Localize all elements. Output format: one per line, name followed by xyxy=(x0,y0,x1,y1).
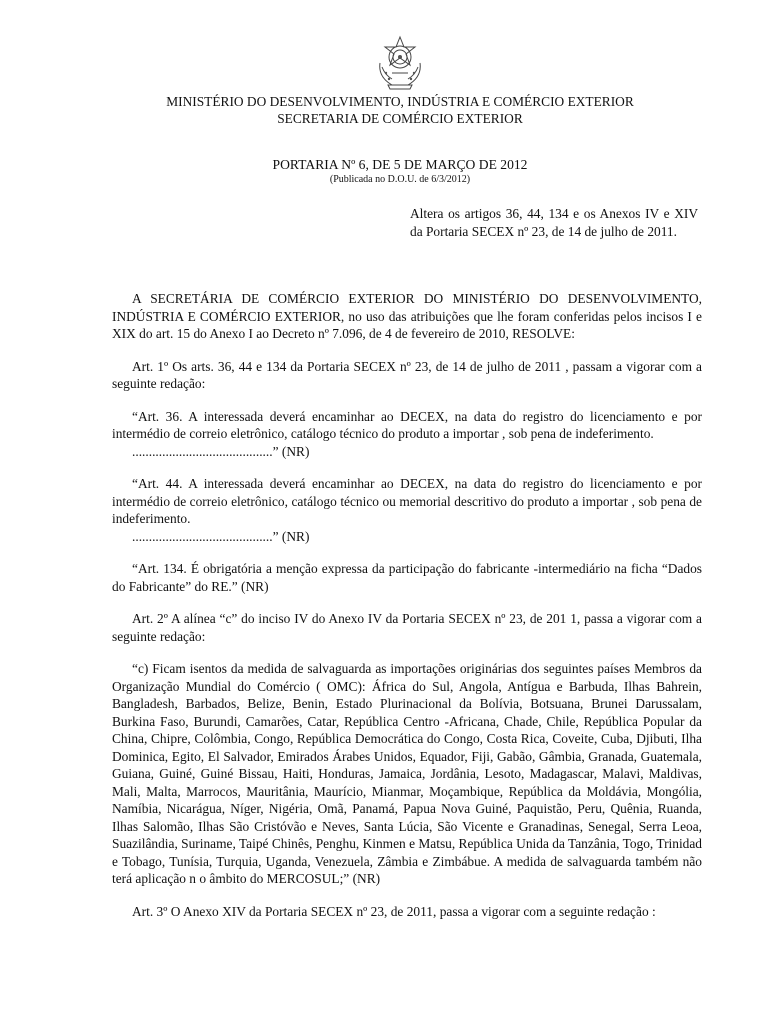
alinea-c-text: “c) Ficam isentos da medida de salvaguarda as importações originárias dos seguintes países Membros da Organização Mundial do Comércio ( OMC): África do Sul, Angola, Antígua e Barbuda, Ilhas Bahrein, Bangladesh, Barbados, Belize, Benin, Estado Plurinacional da Bolívia, Botsuana, Brunei Darussalam, Burkina Faso, Burundi, Camarões, Catar, República Centro -Africana, Chade, Chile, República Popular da China, Chipre, Colômbia, Congo, República Democrática do Congo, Costa Rica, Coveite, Cuba, Djibuti, Ilha Dominica, Egito, El Salvador, Emirados Árabes Unidos, Equador, Fiji, Gabão, Gâmbia, Granada, Guatemala, Guiana, Guiné, Guiné Bissau, Haiti, Honduras, Jamaica, Jordânia, Lesoto, Madagascar, Malavi, Maldivas, Mali, Malta, Marrocos, Mauritânia, Maurício, Mianmar, Moçambique, República da Moldávia, Mongólia, Namíbia, Nicarágua, Níger, Nigéria, Omã, Panamá, Papua Nova Guiné, Paquistão, Peru, Quênia, Ruanda, Ilhas Salomão, Ilhas São Cristóvão e Neves, Santa Lúcia, São Vicente e Granadinas, Senegal, Serra Leoa, Suazilândia, Suriname, Taipé Chinês, Penghu, Kinmen e Matsu, República Unida da Tanzânia, Togo, Trinidad e Tobago, Tunísia, Turquia, Uganda, Venezuela, Zâmbia e Zimbábue. A medida de salvaguarda também não terá aplicação n o âmbito do MERCOSUL;” (NR) xyxy=(112,661,702,886)
secretariat-name: SECRETARIA DE COMÉRCIO EXTERIOR xyxy=(277,111,523,126)
preamble: A SECRETÁRIA DE COMÉRCIO EXTERIOR DO MINISTÉRIO DO DESENVOLVIMENTO, INDÚSTRIA E COMÉRCIO EXTERIOR, no uso das atribuições que lhe foram conferidas pelos incisos I e XIX do art. 15 do Anexo I ao Decreto nº 7.096, de 4 de fevereiro de 2010, RESOLVE: xyxy=(112,291,702,341)
document-title: PORTARIA Nº 6, DE 5 DE MARÇO DE 2012 xyxy=(272,157,528,172)
article-36-text: “Art. 36. A interessada deverá encaminhar ao DECEX, na data do registro do licenciamento e por intermédio de correio eletrônico, catálogo técnico do produto a importar , sob pena de indeferimento. xyxy=(112,408,702,441)
ministry-name: MINISTÉRIO DO DESENVOLVIMENTO, INDÚSTRIA E COMÉRCIO EXTERIOR xyxy=(166,94,634,109)
article-134-text: “Art. 134. É obrigatória a menção expressa da participação do fabricante -intermediário na ficha “Dados do Fabricante” do RE.” (NR) xyxy=(112,561,702,594)
letterhead xyxy=(100,93,700,127)
article-44-text: “Art. 44. A interessada deverá encaminhar ao DECEX, na data do registro do licenciamento e por intermédio de correio eletrônico, catálogo técnico ou memorial descritivo do produto a importar , sob pena de indeferimento. xyxy=(112,476,702,526)
summary-ementa: Altera os artigos 36, 44, 134 e os Anexos IV e XIV da Portaria SECEX nº 23, de 14 de julho de 2011. xyxy=(410,206,698,239)
publication-note: (Publicada no D.O.U. de 6/3/2012) xyxy=(329,174,471,185)
article-1: Art. 1º Os arts. 36, 44 e 134 da Portaria SECEX nº 23, de 14 de julho de 2011 , passam a vigorar com a seguinte redação: xyxy=(112,358,702,391)
article-2: Art. 2º A alínea “c” do inciso IV do Anexo IV da Portaria SECEX nº 23, de 201 1, passa a vigorar com a seguinte redação: xyxy=(112,611,702,644)
document-body xyxy=(112,290,702,920)
article-36-ellipsis: ..........................................” (NR) xyxy=(132,443,310,459)
coat-of-arms-icon xyxy=(370,33,430,93)
article-44-ellipsis: ..........................................” (NR) xyxy=(132,528,310,544)
article-3: Art. 3º O Anexo XIV da Portaria SECEX nº 23, de 2011, passa a vigorar com a seguinte redação : xyxy=(132,903,656,919)
